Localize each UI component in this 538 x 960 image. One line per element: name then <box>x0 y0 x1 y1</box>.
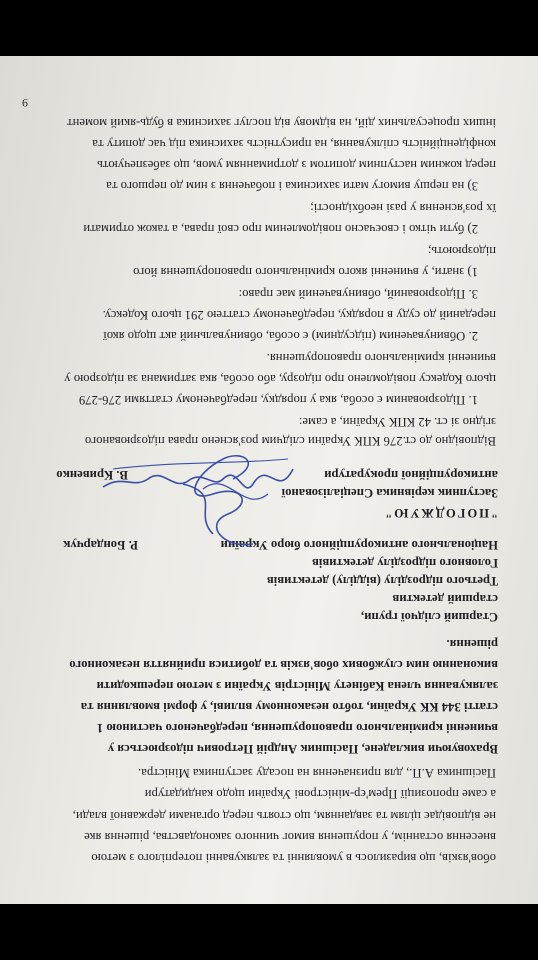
rights-line: 1. Підозрюваним є особа, яка у порядку, передбаченому статтями 276-279 <box>78 393 478 407</box>
signature-kryvenko <box>98 449 298 509</box>
bold-line: статті 344 КК України, тобто незаконному впливі, у формі вмовляння та <box>80 700 498 714</box>
bold-line: вчиненні кримінального правопорушення, передбаченого частиною 1 <box>96 721 498 735</box>
bold-line: залякування члена Кабінету Міністрів України з метою перешкодити <box>96 679 498 693</box>
rights-line: 2. Обвинуваченим (підсудним) є особа, обвинувальний акт щодо якої <box>103 329 478 343</box>
rights-line: 1) знати, у вчиненні якого кримінального правопорушення його <box>132 265 478 279</box>
rights-line: 3. Підозрюваний, обвинувачений має право: <box>238 287 478 301</box>
author-line: Старший слідчої групи, <box>360 610 498 624</box>
approval-title: "ПОГОДЖУЮ" <box>383 506 498 520</box>
approver-name: В. Кривенко <box>56 468 128 482</box>
author-line: Третього підрозділу (відділу) детективів <box>266 574 498 588</box>
bold-line: рішення. <box>446 637 498 651</box>
rights-line: цього Кодексу повідомлено про підозру, або особа, яка затримана за підозрою у <box>64 372 496 386</box>
body-line: Пасішника А.П., для призначення на посаду заступника Міністра. <box>138 766 496 780</box>
rights-line: перед кожним наступним допитом з дотриманням умов, що забезпечують <box>97 158 496 172</box>
rights-intro-line: згідно зі ст. 42 КПК України, а саме: <box>298 415 496 429</box>
rights-line: підозрюють; <box>427 244 496 258</box>
rights-line: вчиненні кримінального правопорушення. <box>266 351 496 365</box>
body-line: внесення останнім, у порушення вимог чинного законодавства, рішення яке <box>84 830 496 844</box>
author-line: Національного антикорупційного бюро України <box>220 538 498 552</box>
rights-line: 2) бути чітко і своєчасно повідомленим про свої права, а також отримати <box>83 222 478 236</box>
author-line: Головного підрозділу детективів <box>311 556 498 570</box>
document-photo <box>0 56 538 904</box>
rights-line: конфіденційність спілкування, на присутність захисника під час допиту та <box>92 137 496 151</box>
body-line: не відповідає цілям та завданням, що стоять перед органами державної влади, <box>72 809 496 823</box>
approver-line: антикорупційної прокуратури <box>324 468 498 482</box>
rights-line: їх роз'яснення у разі необхідності; <box>310 201 496 215</box>
rights-line: інших процесуальних дій, на відмову від послуг захисника в будь-який момент <box>67 116 496 130</box>
rights-line: 3) на першу вимогу мати захисника і побачення з ним до першого та <box>106 179 478 193</box>
approver-line: Заступник керівника Спеціалізованої <box>281 486 498 500</box>
author-line: старший детектив <box>392 592 498 606</box>
author-name: Р. Бондарчук <box>63 538 138 552</box>
rights-line: переданий до суду в порядку, передбаченому статтею 291 цього Кодексу. <box>102 308 496 322</box>
document-page <box>0 56 538 904</box>
page-number: 9 <box>22 96 28 110</box>
body-line: а саме пропозиції Прем'єр-міністрові України щодо кандидатури <box>144 787 496 801</box>
rights-intro-line: Відповідно до ст.276 КПК України слідчим роз'яснено права підозрюваного <box>84 434 496 448</box>
bold-line: виконанню ним службових обов'язків та добитися прийняття незаконного <box>69 658 498 672</box>
bold-line: Враховуючи викладене, Пасішник Андрій Петрович підозрюється у <box>107 742 498 756</box>
body-line: обов'язків, що виразилось в умовлянні та залякуванні потерпілого з метою <box>91 851 496 865</box>
